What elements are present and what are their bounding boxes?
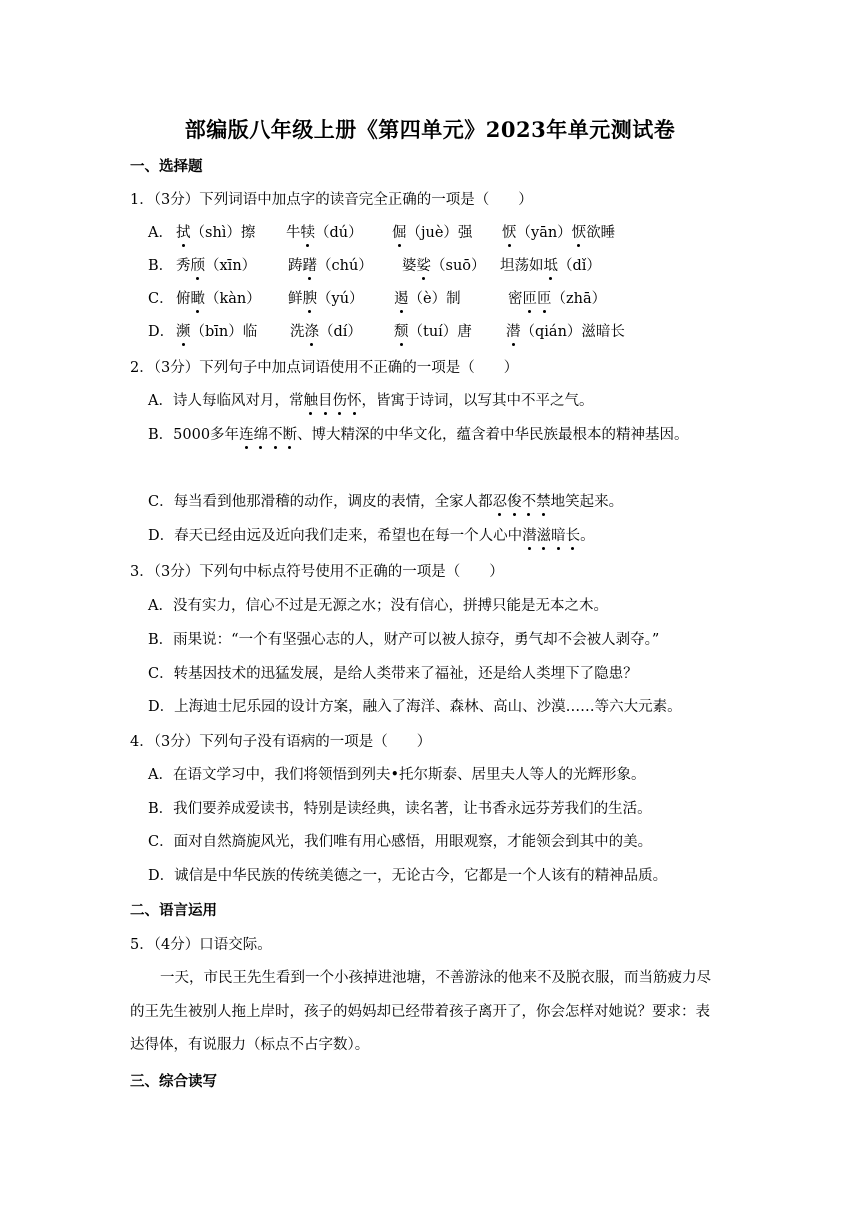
q3-option-c: C．转基因技术的迅猛发展，是给人类带来了福祉，还是给人类埋下了隐患？ (148, 666, 638, 682)
question-5-stem: 5．（4分）口语交际。 (130, 937, 272, 953)
q4-option-b: B．我们要养成爱读书，特别是读经典，读名著，让书香永远芬芳我们的生活。 (148, 801, 652, 817)
q1-b-word-2: 踌躇（chú） (288, 258, 373, 274)
q1-a-word-4: 恹（yān）恹欲睡 (502, 225, 616, 241)
q2-option-a: A．诗人每临风对月，常触目伤怀，皆寓于诗词，以写其中不平之气。 (148, 393, 594, 409)
q1-b-word-3: 婆娑（suō） (402, 258, 486, 274)
q3-option-d: D．上海迪士尼乐园的设计方案，融入了海洋、森林、高山、沙漠……等六大元素。 (148, 699, 682, 715)
q1-a-word-1: 拭（shì）擦 (176, 225, 256, 241)
q1-c-word-2: 鲜腴（yú） (288, 291, 364, 307)
q1-d-word-3: 颓（tuí）唐 (394, 324, 472, 340)
question-3-stem: 3．（3分）下列句中标点符号使用不正确的一项是（ ） (130, 564, 504, 580)
q1-a-word-3: 倔（juè）强 (392, 225, 473, 241)
q1-a-word-2: 牛犊（dú） (286, 225, 363, 241)
q1-b-word-4: 坦荡如坻（dǐ） (500, 258, 601, 274)
q1-c-word-3: 遏（è）制 (394, 291, 461, 307)
q4-option-d: D．诚信是中华民族的传统美德之一，无论古今，它都是一个人该有的精神品质。 (148, 868, 668, 884)
q1-option-d: D． 濒（bīn）临 洗涤（dí） 颓（tuí）唐 潜（qián）滋暗长 (148, 324, 625, 340)
question-1-stem: 1．（3分）下列词语中加点字的读音完全正确的一项是（ ） (130, 192, 533, 208)
q1-d-word-4: 潜（qián）滋暗长 (506, 324, 625, 340)
q1-b-word-1: 秀颀（xīn） (176, 258, 257, 274)
question-4-stem: 4．（3分）下列句子没有语病的一项是（ ） (130, 734, 432, 750)
q1-c-word-1: 俯瞰（kàn） (176, 291, 261, 307)
q2-option-c: C．每当看到他那滑稽的动作，调皮的表情，全家人都忍俊不禁地笑起来。 (148, 494, 624, 510)
section-heading-language: 二、语言运用 (130, 902, 217, 919)
question-2-stem: 2．（3分）下列句子中加点词语使用不正确的一项是（ ） (130, 360, 519, 376)
q5-paragraph-line-3: 达得体，有说服力（标点不占字数）。 (130, 1037, 370, 1053)
q1-d-word-2: 洗涤（dí） (290, 324, 362, 340)
q1-option-a: A． 拭（shì）擦 牛犊（dú） 倔（juè）强 恹（yān）恹欲睡 (148, 225, 616, 241)
page-title: 部编版八年级上册《第四单元》2023年单元测试卷 (184, 117, 676, 142)
q3-option-b: B．雨果说：“一个有坚强心志的人，财产可以被人掠夺，勇气却不会被人剥夺。” (148, 632, 660, 648)
section-heading-reading-writing: 三、综合读写 (130, 1073, 217, 1090)
q4-option-a: A．在语文学习中，我们将领悟到列夫•托尔斯泰、居里夫人等人的光辉形象。 (148, 767, 646, 783)
q5-paragraph-line-1: 一天，市民王先生看到一个小孩掉进池塘，不善游泳的他来不及脱衣服，而当筋疲力尽 (160, 970, 711, 986)
q5-paragraph-line-2: 的王先生被别人拖上岸时，孩子的妈妈却已经带着孩子离开了，你会怎样对她说？要求：表 (130, 1004, 710, 1020)
q3-option-a: A．没有实力，信心不过是无源之水；没有信心，拼搏只能是无本之木。 (148, 598, 608, 614)
q1-option-c: C． 俯瞰（kàn） 鲜腴（yú） 遏（è）制 密匝匝（zhā） (148, 291, 607, 307)
q2-option-d: D．春天已经由远及近向我们走来，希望也在每一个人心中潜滋暗长。 (148, 528, 595, 544)
q4-option-c: C．面对自然旖旎风光，我们唯有用心感悟，用眼观察，才能领会到其中的美。 (148, 834, 653, 850)
section-heading-choice: 一、选择题 (130, 158, 203, 175)
q2-option-b: B．5000多年连绵不断、博大精深的中华文化，蕴含着中华民族最根本的精神基因。 (148, 427, 689, 443)
q1-d-word-1: 濒（bīn）临 (176, 324, 258, 340)
q1-option-b: B． 秀颀（xīn） 踌躇（chú） 婆娑（suō） 坦荡如坻（dǐ） (148, 258, 601, 274)
q1-c-word-4: 密匝匝（zhā） (508, 291, 607, 307)
